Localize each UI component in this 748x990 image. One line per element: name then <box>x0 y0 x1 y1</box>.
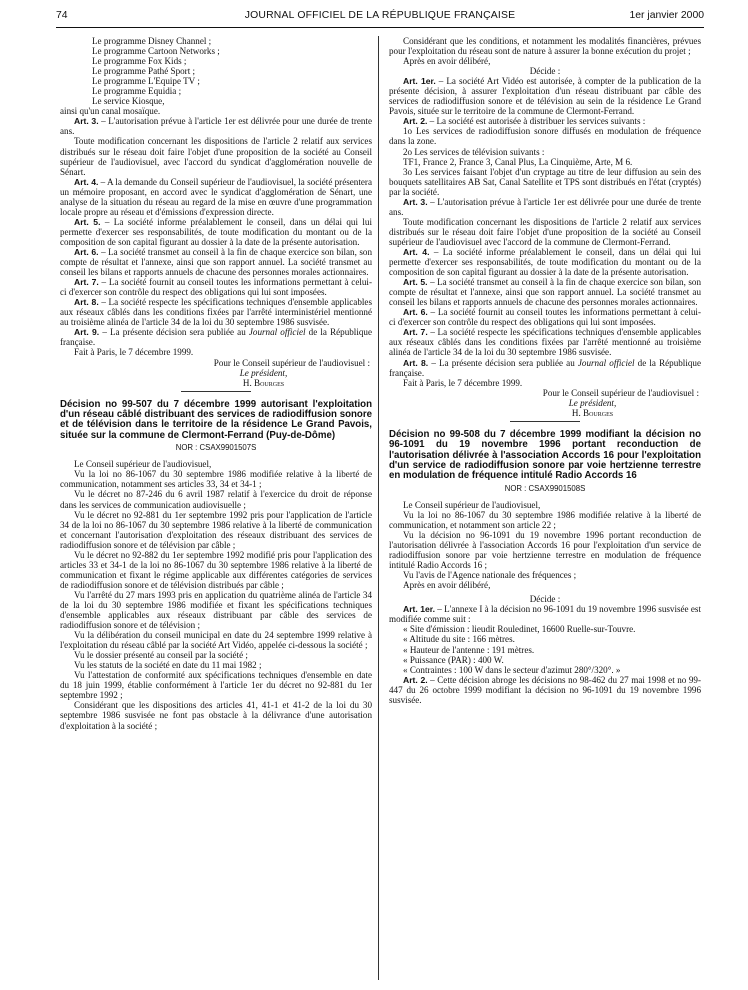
service-item-1: 1o Les services de radiodiffusion sonore diffusés en modulation de fréquence dans la zone. <box>389 126 701 147</box>
decides-heading: Décide : <box>529 594 561 605</box>
article-4: Art. 4. – La société informe préalablement le conseil, dans un délai qui lui permette d'exercer ses responsabilités, de toute modification du montant ou de la composition de son capital figurant au dossier à la date de la présente autorisation. <box>389 246 701 278</box>
president-label: Le président, <box>568 397 617 408</box>
preamble-line: Vu l'attestation de conformité aux spécifications techniques d'ensemble en date du 18 juin 1999, établie conformément à l'article 1er du décret no 92-881 du 1er septembre 1992 ; <box>60 670 372 701</box>
separator-rule <box>510 421 580 422</box>
decision2-article-2: Art. 2. – Cette décision abroge les décisions no 98-462 du 27 mai 1998 et no 99-447 du 26 octobre 1999 modifiant la décision no 96-1091 du 19 novembre 1996 susvisée. <box>389 674 701 705</box>
preamble-line: Considérant que les dispositions des articles 41, 41-1 et 41-2 de la loi du 30 septembre 1986 susvisée ne font pas obstacle à la délivrance d'une autorisation d'exploitation à la société ; <box>60 700 372 731</box>
deliberation-line: Après en avoir délibéré, <box>403 56 491 67</box>
done-at: Fait à Paris, le 7 décembre 1999. <box>403 377 523 388</box>
preamble-line: Vu le décret no 92-882 du 1er septembre 1992 modifié pris pour l'application des articles 33 et 34-1 de la loi no 86-1067 du 30 septembre 1986 relative à la liberté de communication et fixant le régime applicable aux différentes catégories de services de radiodiffusion sonore et de télévision distribués par câble ; <box>60 549 372 590</box>
president-label: Le président, <box>239 367 288 378</box>
considering-clause: Considérant que les conditions, et notamment les modalités financières, prévues pour l'exploitation du réseau sont de nature à assurer la bonne exécution du projet ; <box>389 36 701 57</box>
issue-date: 1er janvier 2000 <box>629 10 704 21</box>
article-3: Art. 3. – L'autorisation prévue à l'article 1er est délivrée pour une durée de trente ans. <box>60 116 372 137</box>
separator-rule <box>181 391 251 392</box>
article-8: Art. 8. – La présente décision sera publiée au Journal officiel de la République française. <box>389 357 701 378</box>
preamble-line: Après en avoir délibéré, <box>403 580 491 591</box>
article-6: Art. 6. – La société transmet au conseil à la fin de chaque exercice son bilan, son compte de résultat et l'annexe, ainsi que son rapport annuel. La société transmet au conseil les bilans et rapports annuels de chacune des personnes morales actionnaires. <box>60 246 372 278</box>
list-item: Le programme Pathé Sport ; <box>92 66 196 77</box>
preamble-line: Vu les statuts de la société en date du 11 mai 1982 ; <box>74 660 262 671</box>
done-at: Fait à Paris, le 7 décembre 1999. <box>74 347 194 358</box>
article-3: Art. 3. – L'autorisation prévue à l'article 1er est délivrée pour une durée de trente ans. <box>389 196 701 217</box>
annex-line: « Contraintes : 100 W dans le secteur d'azimut 280°/320°. » <box>403 664 621 675</box>
preamble-line: Vu l'arrêté du 27 mars 1993 pris en application du quatrième alinéa de l'article 34 de la loi du 30 septembre 1986 modifiée et fixant les spécifications techniques d'ensemble applicables aux réseaux distribuant par câble des services de radiodiffusion sonore et de télévision ; <box>60 589 372 631</box>
preamble-line: Vu le décret no 87-246 du 6 avril 1987 relatif à l'exercice du droit de réponse dans les services de communication audiovisuelle ; <box>60 489 372 510</box>
list-item: Le programme L'Equipe TV ; <box>92 76 200 87</box>
nor-reference: NOR : CSAX9901508S <box>504 483 586 493</box>
television-list: TF1, France 2, France 3, Canal Plus, La Cinquième, Arte, M 6. <box>403 156 633 167</box>
article-5: Art. 5. – La société informe préalablement le conseil, dans un délai qui lui permette d'exercer ses responsabilités, de toute modification du montant ou de la composition de son capital figurant au dossier à la date de la présente autorisation. <box>60 216 372 247</box>
decision2-article-1: Art. 1er. – L'annexe I à la décision no 96-1091 du 19 novembre 1996 susvisée est modifiée comme suit : <box>389 604 701 625</box>
preamble-line: Vu la loi no 86-1067 du 30 septembre 1986 modifiée relative à la liberté de communication, et notamment son article 22 ; <box>389 509 701 530</box>
preamble-line: Vu le dossier présenté au conseil par la société ; <box>74 650 248 661</box>
preamble-line: Vu la délibération du conseil municipal en date du 24 septembre 1999 relative à l'exploitation du réseau câblé par la société Art Vidéo, appelée ci-dessous la société ; <box>60 630 372 651</box>
decides-heading: Décide : <box>529 66 561 77</box>
list-item: Le programme Fox Kids ; <box>92 56 187 67</box>
article-7: Art. 7. – La société respecte les spécifications techniques d'ensemble applicables aux réseaux câblés dans les conditions fixées par l'arrêté mentionné au troisième alinéa de l'article 34 de la loi du 30 septembre 1986 susvisée. <box>389 327 701 358</box>
article-9: Art. 9. – La présente décision sera publiée au Journal officiel de la République française. <box>60 327 372 348</box>
annex-line: « Hauteur de l'antenne : 191 mètres. <box>403 644 535 655</box>
list-tail: ainsi qu'un canal mosaïque. <box>60 106 161 117</box>
list-item: Le programme Equidia ; <box>92 86 182 97</box>
nor-reference: NOR : CSAX9901507S <box>175 443 257 453</box>
paragraph-modification: Toute modification concernant les dispositions de l'article 2 relatif aux services distribués sur le réseau doit faire l'objet d'une proposition de la société au Conseil supérieur de l'audiovisuel avec l'accord de la commune de Clermont-Ferrand. <box>389 216 701 247</box>
preamble-line: Vu le décret no 92-881 du 1er septembre 1992 pris pour l'application de l'article 34 de la loi no 86-1067 du 30 septembre 1986 relative à la liberté de communication et concernant l'autorisation d'exploitation des réseaux distribuant des services de radiodiffusion sonore et de télévision par câble ; <box>60 509 372 550</box>
preamble-line: Vu la décision no 96-1091 du 19 novembre 1996 portant reconduction de l'autorisation délivrée à l'association Accords 16 pour l'exploitation d'un service de radiodiffusion sonore par voie hertzienne terrestre en modulation de fréquence intitulé Radio Accords 16 ; <box>389 530 701 571</box>
list-item: Le programme Disney Channel ; <box>92 36 212 46</box>
preamble-line: Le Conseil supérieur de l'audiovisuel, <box>74 459 212 470</box>
annex-line: « Altitude du site : 166 mètres. <box>403 634 515 645</box>
signature-name: H. Bourges <box>242 377 285 388</box>
page-number: 74 <box>56 10 68 21</box>
decision-title: Décision no 99-507 du 7 décembre 1999 autorisant l'exploitation d'un réseau câblé distribuant des services de radiodiffusion sonore et de télévision dans le territoire de la résidence Le Grand Pavois, située sur la commune de Clermont-Ferrand (Puy-de-Dôme) <box>60 398 372 441</box>
preamble-line: Vu l'avis de l'Agence nationale des fréquences ; <box>403 570 577 581</box>
annex-line: « Puissance (PAR) : 400 W. <box>403 654 504 665</box>
article-6: Art. 6. – La société fournit au conseil toutes les informations permettant à celui-ci d'exercer son contrôle du respect des obligations qui lui sont imposées. <box>389 307 701 328</box>
preamble-line: Le Conseil supérieur de l'audiovisuel, <box>403 499 541 510</box>
list-item: Le service Kiosque, <box>92 96 165 107</box>
article-7: Art. 7. – La société fournit au conseil toutes les informations permettant à celui-ci d'exercer son contrôle du respect des obligations qui lui sont imposées. <box>60 277 372 298</box>
service-item-2: 2o Les services de télévision suivants : <box>403 146 545 157</box>
column-divider <box>378 36 379 980</box>
article-2: Art. 2. – La société est autorisée à distribuer les services suivants : <box>403 116 646 127</box>
list-item: Le programme Cartoon Networks ; <box>92 46 220 57</box>
article-8: Art. 8. – La société respecte les spécifications techniques d'ensemble applicables aux réseaux câblés dans les conditions fixées par l'arrêté interministériel mentionné au troisième alinéa de l'article 34 de la loi du 30 septembre 1986 susvisée. <box>60 297 372 328</box>
article-5: Art. 5. – La société transmet au conseil à la fin de chaque exercice son bilan, son compte de résultat et l'annexe, ainsi que son rapport annuel. La société transmet au conseil les bilans et rapports annuels de chacune des personnes morales actionnaires. <box>389 277 701 308</box>
left-column <box>60 36 372 731</box>
journal-title: JOURNAL OFFICIEL DE LA RÉPUBLIQUE FRANÇAISE <box>244 10 516 21</box>
paragraph-modification: Toute modification concernant les dispositions de l'article 2 relatif aux services distribués sur le réseau doit faire l'objet d'une proposition de la société au Conseil supérieur de l'audiovisuel, avec l'accord du syndicat d'agglomération nouvelle de Sénart. <box>60 136 372 177</box>
header-rule <box>56 27 704 28</box>
page-header <box>56 9 704 27</box>
signature-name: H. Bourges <box>571 407 614 418</box>
annex-line: « Site d'émission : lieudit Rouledinet, 16600 Ruelle-sur-Touvre. <box>403 624 636 635</box>
signature-block-for: Pour le Conseil supérieur de l'audiovisuel : <box>213 357 370 368</box>
preamble-line: Vu la loi no 86-1067 du 30 septembre 1986 modifiée relative à la liberté de communication, notamment ses articles 33, 34 et 34-1 ; <box>60 469 372 490</box>
decision-title: Décision no 99-508 du 7 décembre 1999 modifiant la décision no 96-1091 du 19 novembre 1996 portant reconduction de l'autorisation délivrée à l'association Accords 16 pour l'exploitation d'un service de radiodiffusion sonore par voie hertzienne terrestre en modulation de fréquence intitulé Radio Accords 16 <box>389 428 701 482</box>
signature-block-for: Pour le Conseil supérieur de l'audiovisuel : <box>542 387 699 398</box>
article-4: Art. 4. – A la demande du Conseil supérieur de l'audiovisuel, la société présentera un mémoire proposant, en accord avec le syndicat d'agglomération de Sénart, une analyse de la situation du réseau au regard de la mise en œuvre d'une programmation locale propre au réseau et d'émissions d'expression directe. <box>60 176 372 217</box>
article-1: Art. 1er. – La société Art Vidéo est autorisée, à compter de la publication de la présente décision, à assurer l'exploitation d'un réseau distribuant par câble des services de radiodiffusion sonore et de télévision au sein de la résidence Le Grand Pavois, située sur le territoire de la commune de Clermont-Ferrand. <box>389 76 701 117</box>
service-item-3: 3o Les services faisant l'objet d'un cryptage au titre de leur diffusion au sein des bouquets satellitaires AB Sat, Canal Satellite et TPS sont distribués en l'état (cryptés) par la société. <box>389 166 701 197</box>
right-column <box>389 36 701 705</box>
